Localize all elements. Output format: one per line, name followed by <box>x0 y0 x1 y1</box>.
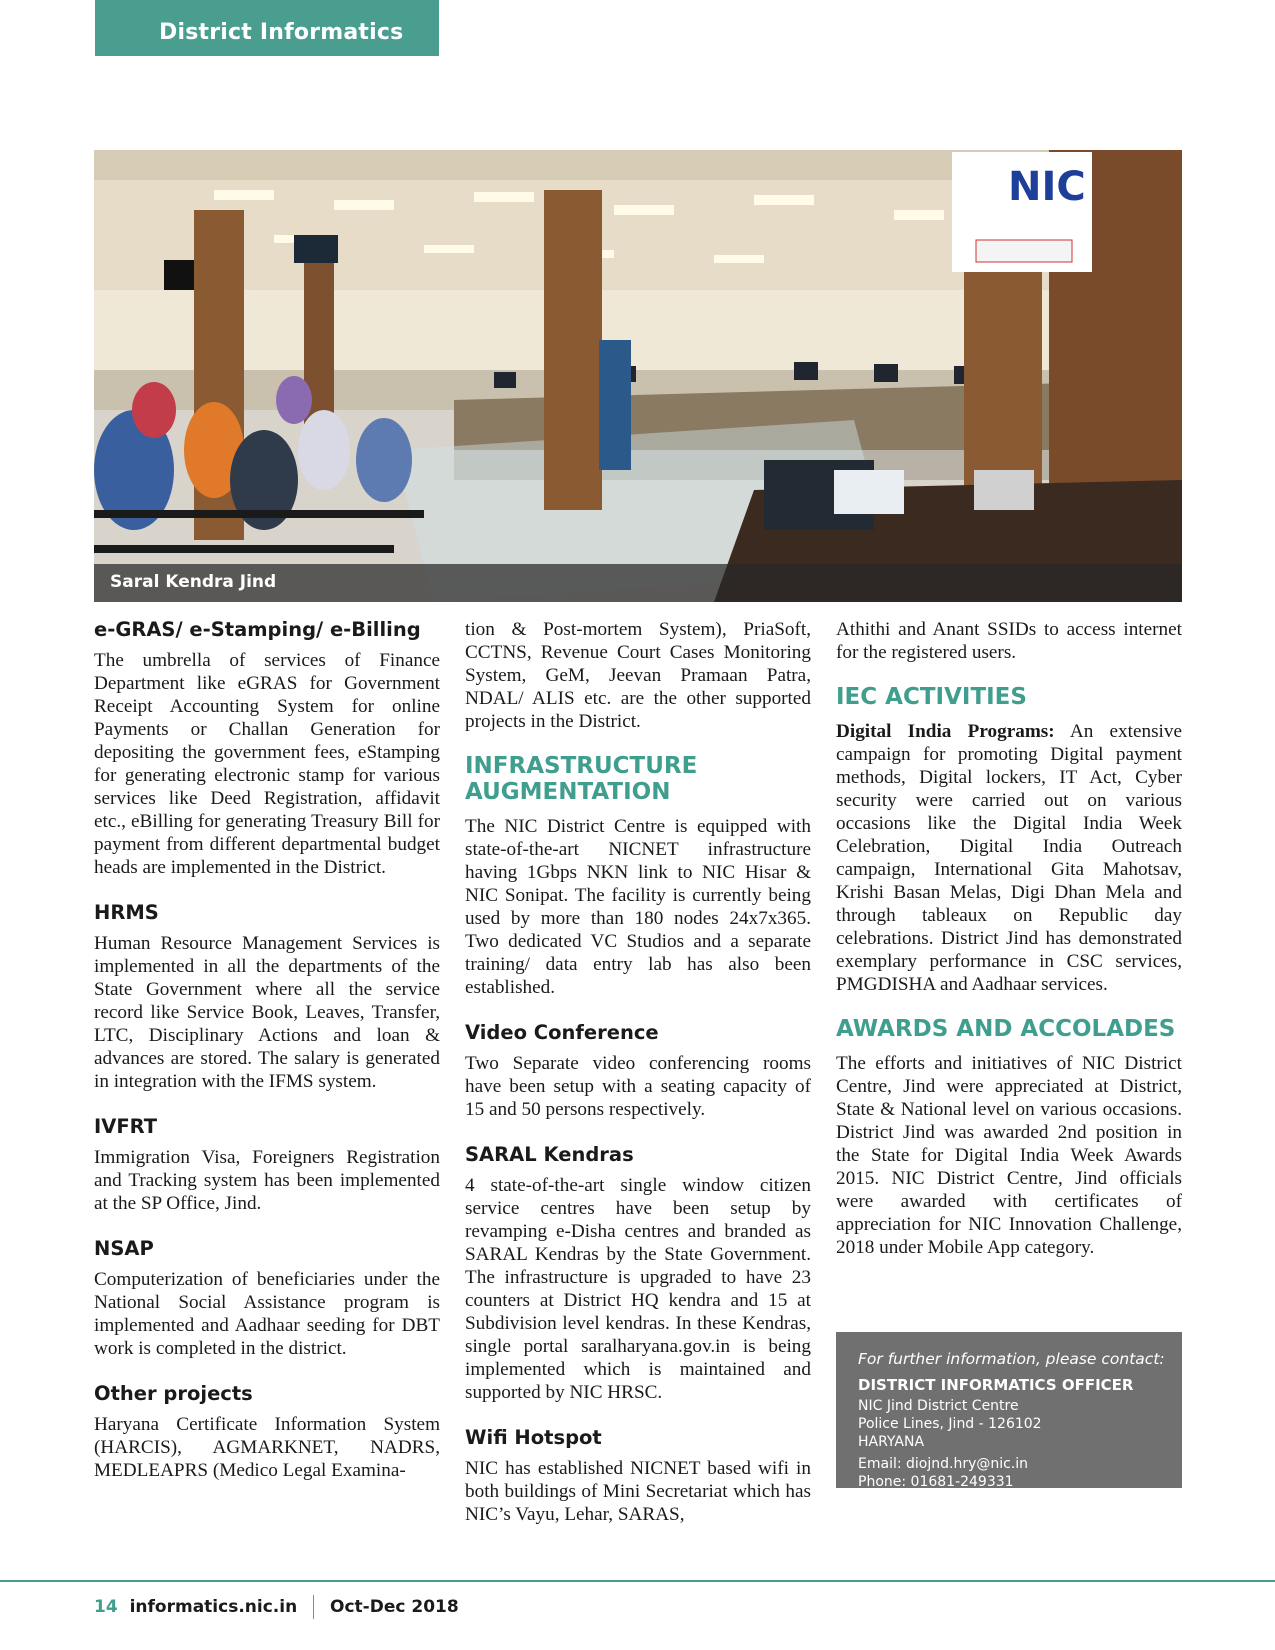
footer-divider <box>0 1580 1275 1582</box>
iec-activities-paragraph <box>836 720 1182 996</box>
contact-email[interactable]: Email: diojnd.hry@nic.in <box>858 1456 1029 1472</box>
video-conference-heading: Video Conference <box>465 1021 659 1044</box>
awards-paragraph: The efforts and initiatives of NIC District Centre, Jind were appreciated at District, State & National level on various occasions. District Jind was awarded 2nd position in the State for Digital India Week Awards 2015. NIC District Centre, Jind officials were awarded with certificates of appreciation for NIC Innovation Challenge, 2018 under Mobile App category. <box>836 1053 1182 1258</box>
contact-phone: Phone: 01681-249331 <box>858 1474 1014 1490</box>
video-conference-paragraph: Two Separate video conferencing rooms have been setup with a seating capacity of 15 and 50 persons respectively. <box>465 1053 811 1120</box>
article-column-1 <box>94 618 440 1482</box>
other-projects-continued: tion & Post-mortem System), PriaSoft, CCTNS, Revenue Court Cases Monitoring System, GeM, Jeevan Pramaan Patra, NDAL/ ALIS etc. are the other supported projects in the District. <box>465 619 811 732</box>
footer-site[interactable]: informatics.nic.in <box>129 1597 298 1617</box>
page-footer <box>94 1595 459 1619</box>
article-column-2 <box>465 618 811 1526</box>
hrms-paragraph: Human Resource Management Services is implemented in all the departments of the State Government where all the service record like Service Book, Leaves, Transfer, LTC, Disciplinary Actions and loan & advances are stored. The salary is generated in integration with the IFMS system. <box>94 933 440 1092</box>
egras-heading: e-GRAS/ e-Stamping/ e-Billing <box>94 618 421 641</box>
photo-caption-bar <box>94 564 1182 602</box>
ivfrt-paragraph: Immigration Visa, Foreigners Registration and Tracking system has been implemented at the SP Office, Jind. <box>94 1147 440 1214</box>
footer-separator <box>313 1595 314 1619</box>
photo-caption: Saral Kendra Jind <box>110 572 277 592</box>
article-column-3 <box>836 618 1182 1259</box>
digital-india-lead: Digital India Programs: <box>836 721 1055 742</box>
contact-lead: For further information, please contact: <box>858 1350 1165 1368</box>
contact-state: HARYANA <box>858 1434 925 1450</box>
contact-box <box>836 1332 1182 1488</box>
infrastructure-paragraph: The NIC District Centre is equipped with state-of-the-art NICNET infrastructure having 1Gbps NKN link to NIC Hisar & NIC Sonipat. The facility is currently being used by more than 180 nodes 24x7x365. Two dedicated VC Studios and a separate training/ data entry lab has also been established. <box>465 816 811 998</box>
nsap-heading: NSAP <box>94 1237 154 1260</box>
contact-address: Police Lines, Jind - 126102 <box>858 1416 1042 1432</box>
footer-issue: Oct-Dec 2018 <box>330 1597 459 1617</box>
nsap-paragraph: Computerization of beneficiaries under the National Social Assistance program is implemented and Aadhaar seeding for DBT work is completed in the district. <box>94 1269 440 1359</box>
awards-heading: AWARDS AND ACCOLADES <box>836 1016 1176 1042</box>
saral-kendras-paragraph: 4 state-of-the-art single window citizen service centres have been setup by revamping e-Disha centres and branded as SARAL Kendras by the State Government. The infrastructure is upgraded to have 23 counters at District HQ kendra and 15 at Subdivision level kendras. In these Kendras, single portal saralharyana.gov.in is being implemented which is maintained and supported by NIC HRSC. <box>465 1175 811 1403</box>
contact-officer-title: DISTRICT INFORMATICS OFFICER <box>858 1376 1134 1394</box>
section-header-title: District Informatics <box>159 20 404 45</box>
infrastructure-heading: INFRASTRUCTURE AUGMENTATION <box>465 753 698 805</box>
other-projects-paragraph: Haryana Certificate Information System (HARCIS), AGMARKNET, NADRS, MEDLEAPRS (Medico Legal Examina- <box>94 1414 440 1481</box>
other-projects-heading: Other projects <box>94 1382 253 1405</box>
section-header-tab <box>95 0 439 56</box>
photo-illustration <box>94 150 1182 602</box>
wifi-hotspot-paragraph: NIC has established NICNET based wifi in both buildings of Mini Secretariat which has NIC’s Vayu, Lehar, SARAS, <box>465 1458 811 1525</box>
egras-paragraph: The umbrella of services of Finance Department like eGRAS for Government Receipt Accounting System for online Payments or Challan Generation for depositing the government fees, eStamping for generating electronic stamp for various services like Deed Registration, affidavit etc., eBilling for generating Treasury Bill for payment from different departmental budget heads are implemented in the District. <box>94 650 440 878</box>
iec-activities-heading: IEC ACTIVITIES <box>836 684 1027 710</box>
ivfrt-heading: IVFRT <box>94 1115 158 1138</box>
contact-centre: NIC Jind District Centre <box>858 1398 1019 1414</box>
page-number: 14 <box>94 1597 118 1617</box>
wifi-continued: Athithi and Anant SSIDs to access internet for the registered users. <box>836 619 1182 663</box>
iec-activities-text: An extensive campaign for promoting Digital payment methods, Digital lockers, IT Act, Cyber security were carried out on various occasions like the Digital India Week Celebration, Digital India Outreach campaign, International Gita Mahotsav, Krishi Basan Melas, Digi Dhan Mela and through tableaux on Republic day celebrations. District Jind has demonstrated exemplary performance in CSC services, PMGDISHA and Aadhaar services. <box>836 721 1182 995</box>
wifi-hotspot-heading: Wifi Hotspot <box>465 1426 602 1449</box>
hrms-heading: HRMS <box>94 901 159 924</box>
nic-sign-text: NIC <box>1008 164 1086 210</box>
saral-kendras-heading: SARAL Kendras <box>465 1143 634 1166</box>
saral-kendra-photo <box>94 150 1182 602</box>
